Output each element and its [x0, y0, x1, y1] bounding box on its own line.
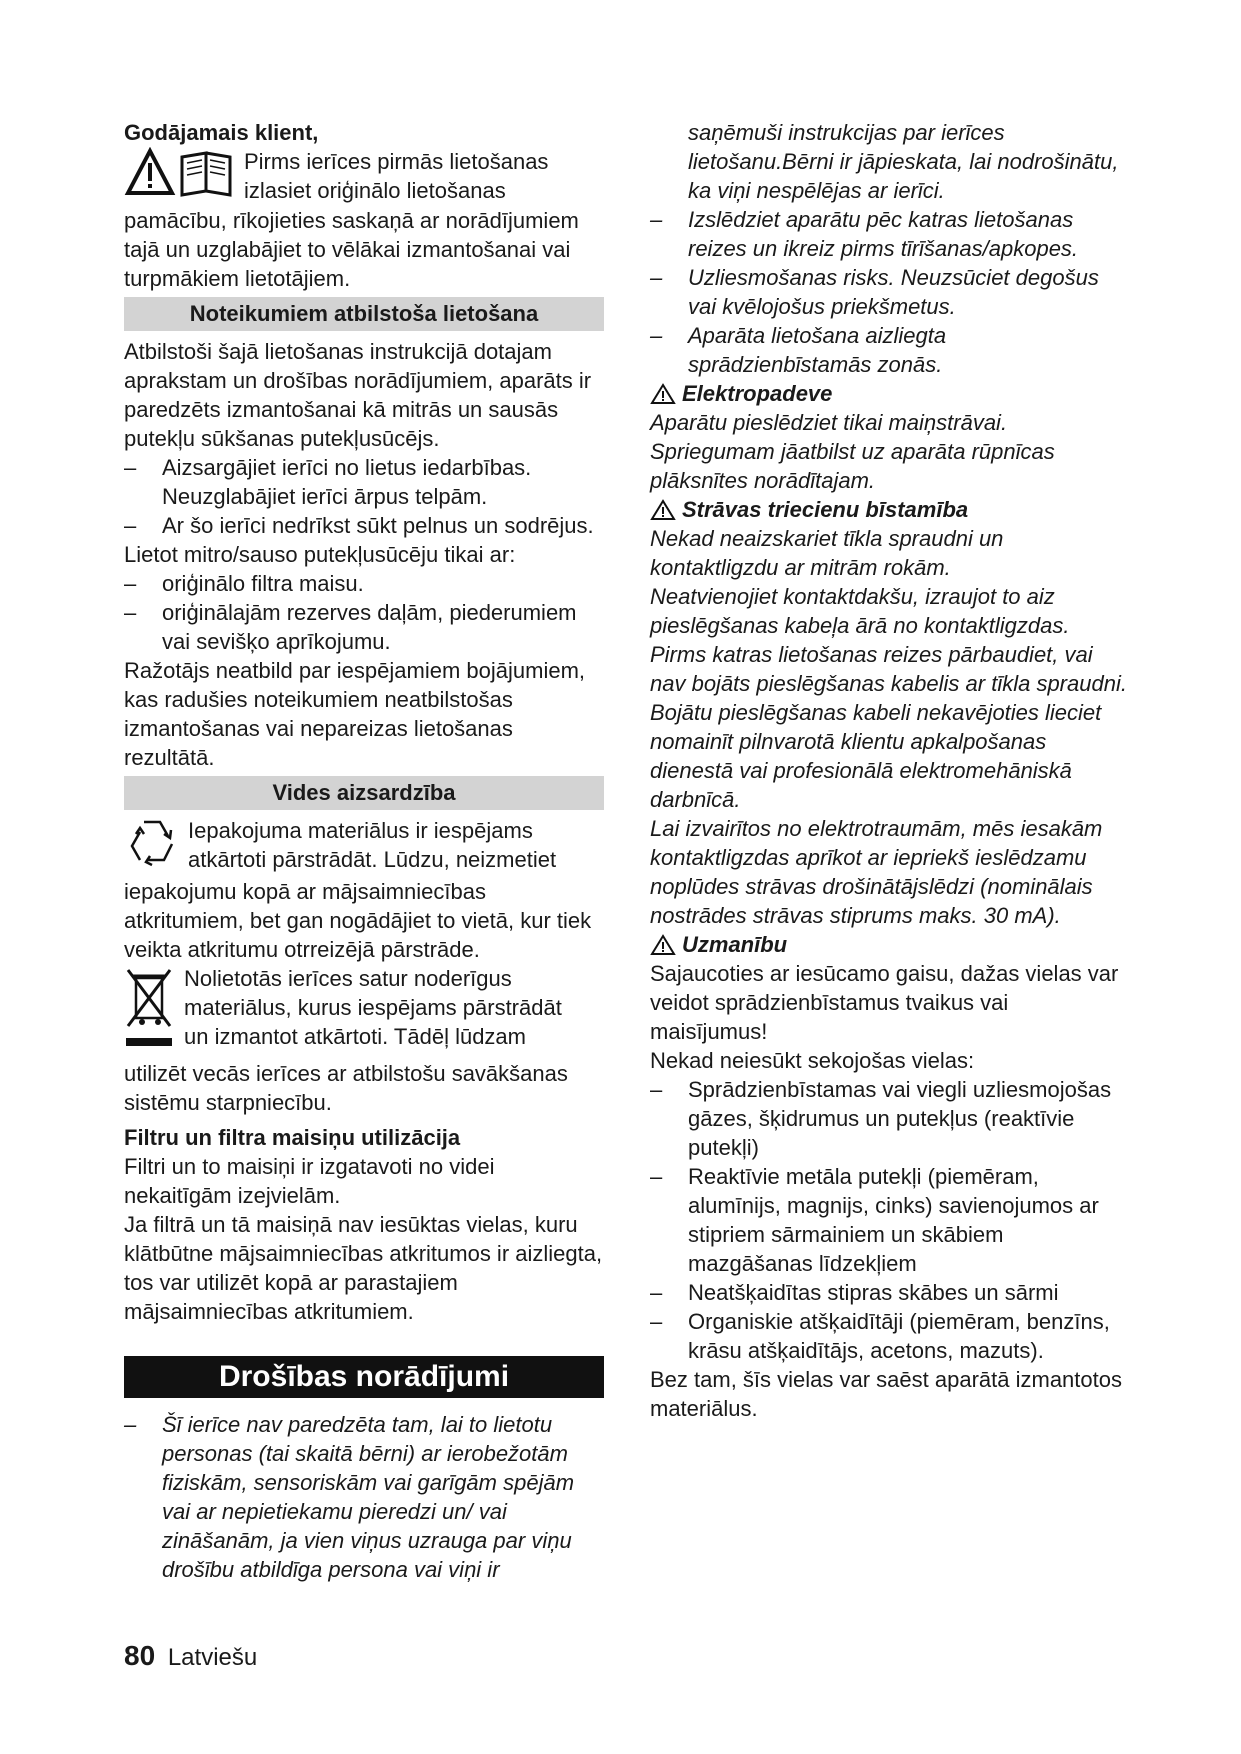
page-number: 80 — [124, 1640, 156, 1671]
warning-icon — [650, 934, 676, 956]
left-column — [124, 118, 604, 1584]
caution-heading: Uzmanību — [650, 930, 1130, 959]
electric-shock-heading: Strāvas triecienu bīstamība — [650, 495, 1130, 524]
warning-icon — [650, 383, 676, 405]
shock-paragraph-3: Pirms katras lietošanas reizes pārbaudiet, vai nav bojāts pieslēgšanas kabelis ar tīkla spraudni. Bojātu pieslēgšanas kabeli nekavējoties lieciet nomainīt pilnvarotā klientu apkalpošanas dienestā vai profesionālā elektromehāniskā darbnīcā. — [650, 642, 1127, 812]
weee-line-1: Nolietotās ierīces satur noderīgus — [184, 966, 512, 991]
power-supply-heading: Elektropadeve — [650, 379, 1130, 408]
filter-paragraph-1: Filtri un to maisiņi ir izgatavoti no videi nekaitīgām izejvielām. — [124, 1154, 495, 1208]
recycle-line-2: atkārtoti pārstrādāt. Lūdzu, neizmetiet — [188, 847, 557, 872]
crossed-bin-icon — [124, 964, 176, 1059]
recycle-icon — [124, 816, 180, 877]
footer-language: Latviešu — [167, 1644, 258, 1671]
continued-text: saņēmuši instrukcijas par ierīces lietošanu.Bērni ir jāpieskata, lai nodrošinātu, ka viņi nespēlējas ar ierīci. — [688, 120, 1119, 203]
shock-paragraph-1: Nekad neaizskariet tīkla spraudni un kontaktligzdu ar mitrām rokām. — [650, 526, 1004, 580]
weee-line-3: un izmantot atkārtoti. Tādēļ lūdzam — [184, 1024, 526, 1049]
power-paragraph-1: Aparātu pieslēdziet tikai maiņstrāvai. — [650, 410, 1008, 435]
list-item: – Sprādzienbīstamas vai viegli uzliesmojošas gāzes, šķidrumus un putekļus (reaktīvie putekļi) — [650, 1077, 1112, 1160]
right-column — [650, 118, 1130, 1423]
weee-rest: utilizēt vecās ierīces ar atbilstošu savākšanas sistēmu starpniecību. — [124, 1061, 568, 1115]
list-item: – Reaktīvie metāla putekļi (piemēram, alumīnijs, magnijs, cinks) savienojumos ar stipriem sārmainiem un skābiem mazgāšanas līdzekļiem — [650, 1164, 1099, 1276]
intended-use-paragraph: Atbilstoši šajā lietošanas instrukcijā dotajam aprakstam un drošības norādījumiem, aparāts ir paredzēts izmantošanai kā mitrās un sausās putekļu sūkšanas putekļusūcējs. — [124, 339, 592, 451]
recycle-rest: iepakojumu kopā ar mājsaimniecības atkritumiem, bet gan nogādājiet to vietā, kur tiek veikta atkritumu otrreizējā pārstrāde. — [124, 879, 592, 962]
list-item: – Aizsargājiet ierīci no lietus iedarbības. Neuzglabājiet ierīci ārpus telpām. — [124, 455, 532, 509]
liability-paragraph: Ražotājs neatbild par iespējamiem bojājumiem, kas radušies noteikumiem neatbilstošas izmantošanas vai nepareizas lietošanas rezultātā. — [124, 658, 586, 770]
list-item: – Aparāta lietošana aizliegta sprādzienbīstamās zonās. — [650, 323, 947, 377]
greeting: Godājamais klient, — [124, 120, 319, 145]
intro-rest: pamācību, rīkojieties saskaņā ar norādījumiem tajā un uzglabājiet to vēlākai izmantošanai vai turpmākiem lietotājiem. — [124, 208, 579, 291]
use-only-with: Lietot mitro/sauso putekļusūcēju tikai ar: — [124, 542, 516, 567]
section-title-intended-use: Noteikumiem atbilstoša lietošana — [124, 297, 604, 331]
list-item: – oriģinālo filtra maisu. — [124, 571, 364, 596]
shock-paragraph-2: Neatvienojiet kontaktdakšu, izraujot to aiz pieslēgšanas kabeļa ārā no kontaktligzdas. — [650, 584, 1070, 638]
safety-instructions-title: Drošības norādījumi — [124, 1356, 604, 1398]
recycle-block — [124, 816, 604, 964]
page-footer — [124, 1640, 257, 1672]
filter-paragraph-2: Ja filtrā un tā maisiņā nav iesūktas vielas, kuru klātbūtne mājsaimniecības atkritumos ir aizliegta, tos var utilizēt kopā ar parastajiem mājsaimniecības atkritumiem. — [124, 1212, 603, 1324]
list-item: – Uzliesmošanas risks. Neuzsūciet degošus vai kvēlojošus priekšmetus. — [650, 265, 1099, 319]
list-item: – Šī ierīce nav paredzēta tam, lai to lietotu personas (tai skaitā bērni) ar ierobežotām fiziskām, sensoriskām vai garīgām spējām vai ar nepietiekamu pieredzi un/ vai zināšanām, ja vien viņus uzrauga par viņu drošību atbildīga persona vai viņi ir — [124, 1412, 575, 1582]
power-paragraph-2: Spriegumam jāatbilst uz aparāta rūpnīcas plāksnītes norādītajam. — [650, 439, 1055, 493]
list-item: – oriģinālajām rezerves daļām, piederumiem vai sevišķo aprīkojumu. — [124, 600, 577, 654]
warning-icon — [650, 499, 676, 521]
weee-block — [124, 964, 604, 1117]
filter-disposal-title: Filtru un filtra maisiņu utilizācija — [124, 1125, 461, 1150]
recycle-line-1: Iepakojuma materiālus ir iespējams — [188, 818, 533, 843]
list-item: – Neatšķaidītas stipras skābes un sārmi — [650, 1280, 1059, 1305]
list-item: – Ar šo ierīci nedrīkst sūkt pelnus un sodrējus. — [124, 513, 594, 538]
caution-paragraph-2: Nekad neiesūkt sekojošas vielas: — [650, 1048, 975, 1073]
warning-manual-icon — [124, 147, 236, 206]
list-item: – Organiskie atšķaidītāji (piemēram, benzīns, krāsu atšķaidītājs, acetons, mazuts). — [650, 1309, 1110, 1363]
intro-line-1: Pirms ierīces pirmās lietošanas — [244, 149, 549, 174]
intro-block — [124, 147, 604, 293]
shock-paragraph-4: Lai izvairītos no elektrotraumām, mēs iesakām kontaktligzdas aprīkot ar iepriekš ieslēdzamu noplūdes strāvas drošinātājslēdzi (nominālais nostrādes strāvas stiprums maks. 30 mA). — [650, 816, 1103, 928]
section-title-environment: Vides aizsardzība — [124, 776, 604, 810]
weee-line-2: materiālus, kurus iespējams pārstrādāt — [184, 995, 562, 1020]
list-item: – Izslēdziet aparātu pēc katras lietošanas reizes un ikreiz pirms tīrīšanas/apkopes. — [650, 207, 1079, 261]
closing-paragraph: Bez tam, šīs vielas var saēst aparātā izmantotos materiālus. — [650, 1367, 1122, 1421]
caution-paragraph-1: Sajaucoties ar iesūcamo gaisu, dažas vielas var veidot sprādzienbīstamus tvaikus vai maisījumus! — [650, 961, 1119, 1044]
intro-line-2: izlasiet oriģinālo lietošanas — [244, 178, 506, 203]
